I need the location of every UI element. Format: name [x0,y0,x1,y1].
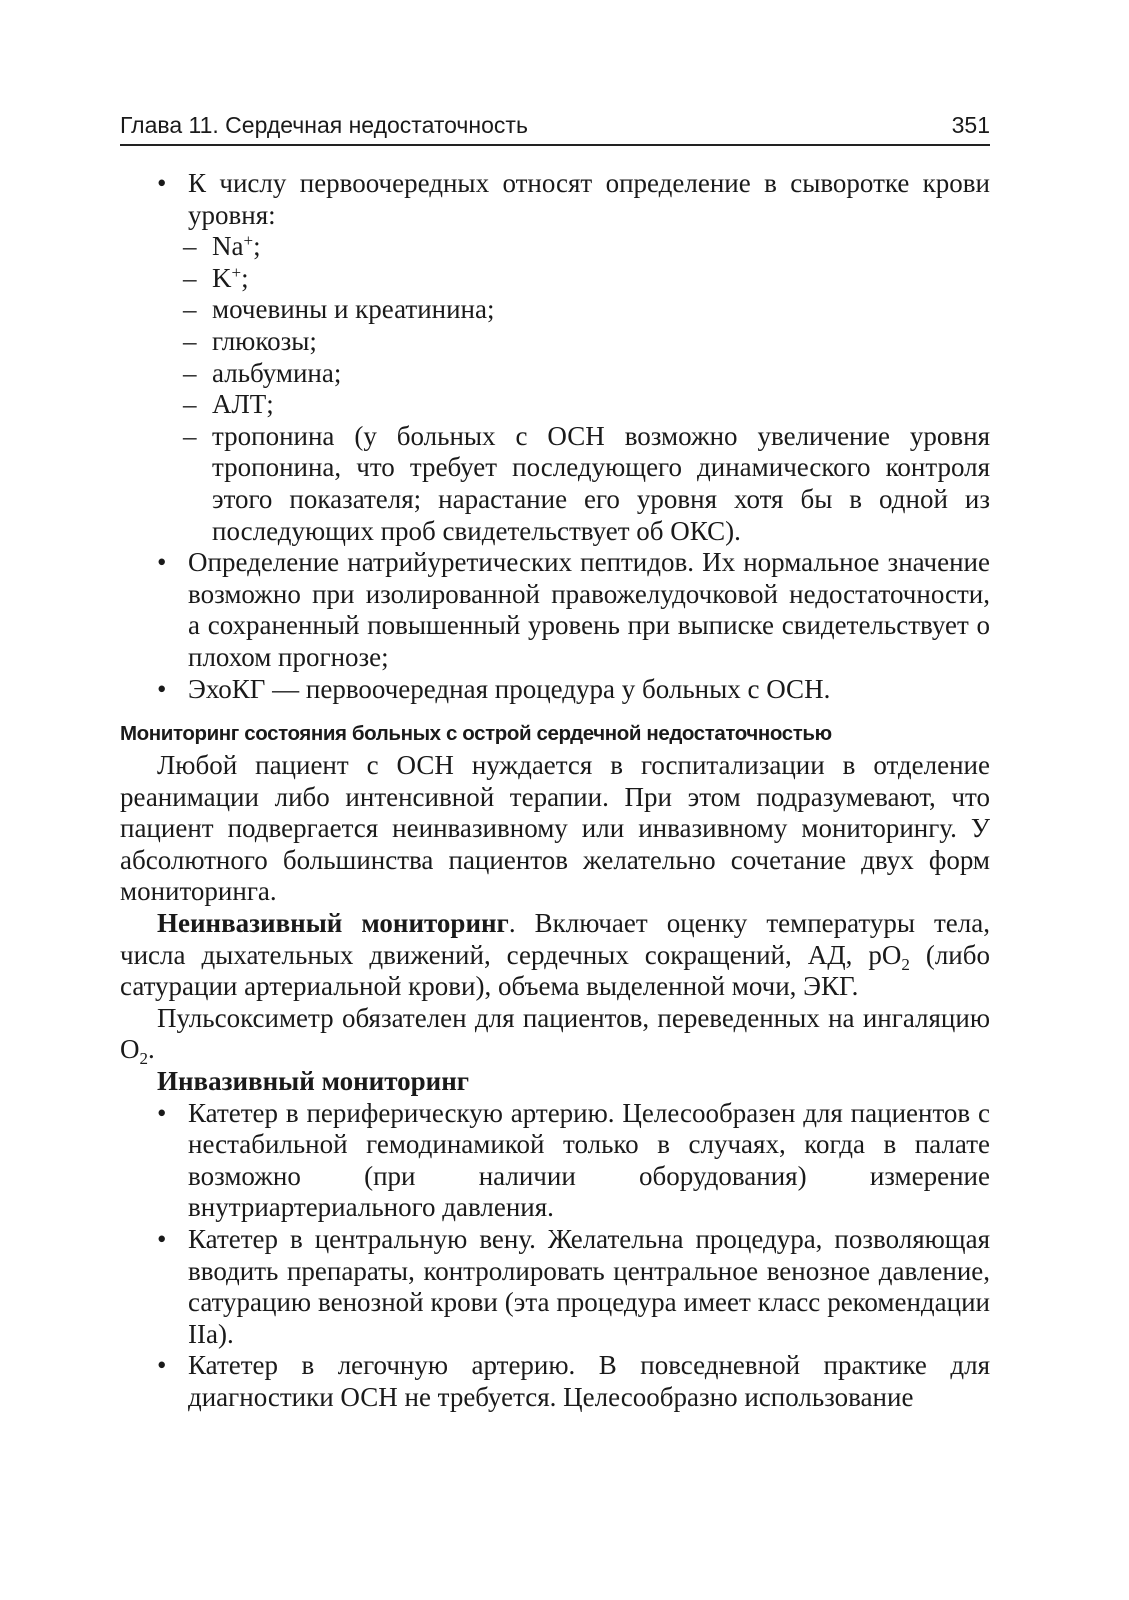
list-intro: • К числу первоочередных относят определение в сыворотке крови уровня: [188,168,990,230]
lab-tests-list [120,168,990,705]
analytes-list [188,231,990,547]
running-header [120,110,990,146]
list-item: • Катетер в периферическую артерию. Целесообразен для пациентов с нестабильной гемодинамикой только в случаях, когда в палате возможно (при наличии оборудования) измерение внутриартериального давления. [120,1098,990,1224]
page-body [120,168,990,1414]
paragraph-pulse-oximeter: Пульсоксиметр обязателен для пациентов, переведенных на ингаляцию $O_2$. [120,1002,990,1069]
list-item-glucose: – глюкозы; [188,326,990,358]
paragraph-intro: Любой пациент с ОСН нуждается в госпитализации в отделение реанимации либо интенсивной терапии. При этом подразумевают, что пациент подвергается неинвазивному или инвазивному мониторингу. У абсолютного большинства пациентов желательно сочетание двух форм мониторинга. [120,750,990,907]
list-item-alt: – АЛТ; [188,389,990,421]
section-heading: Мониторинг состояния больных с острой сердечной недостаточностью [120,722,832,746]
list-item [120,168,990,547]
list-item-troponin: – тропонина (у больных с ОСН возможно увеличение уровня тропонина, что требует последующего динамического контроля этого показателя; нарастание его уровня хотя бы в одной из последующих проб свидетельствует об ОКС). [188,421,990,547]
list-item-echo: • ЭхоКГ — первоочередная процедура у больных с ОСН. [120,674,990,706]
paragraph-noninvasive: Неинвазивный мониторинг. Включает оценку температуры тела, числа дыхательных движений, сердечных сокращений, АД, $pO_2$ (либо сатурации артериальной крови), объема выделенной мочи, ЭКГ. [120,908,990,1002]
invasive-subheading: Инвазивный мониторинг [157,1066,470,1097]
page-number: 351 [951,112,990,138]
list-item-urea: – мочевины и креатинина; [188,294,990,326]
chapter-title: Глава 11. Сердечная недостаточность [120,112,528,138]
invasive-list [120,1098,990,1414]
list-item-peptides: • Определение натрийуретических пептидов. Их нормальное значение возможно при изолированной правожелудочковой недостаточности, а сохраненный повышенный уровень при выписке свидетельствует о плохом прогнозе; [120,547,990,673]
noninvasive-label: Неинвазивный мониторинг [157,908,509,939]
list-item: • Катетер в центральную вену. Желательна процедура, позволяющая вводить препараты, контролировать центральное венозное давление, сатурацию венозной крови (эта процедура имеет класс рекомендации IIa). [120,1224,990,1350]
list-item-albumin: – альбумина; [188,358,990,390]
list-item-sodium: – Na+; [188,231,990,263]
list-item-potassium: – K+; [188,263,990,295]
list-item: • Катетер в легочную артерию. В повседневной практике для диагностики ОСН не требуется. Целесообразно использование [120,1350,990,1413]
